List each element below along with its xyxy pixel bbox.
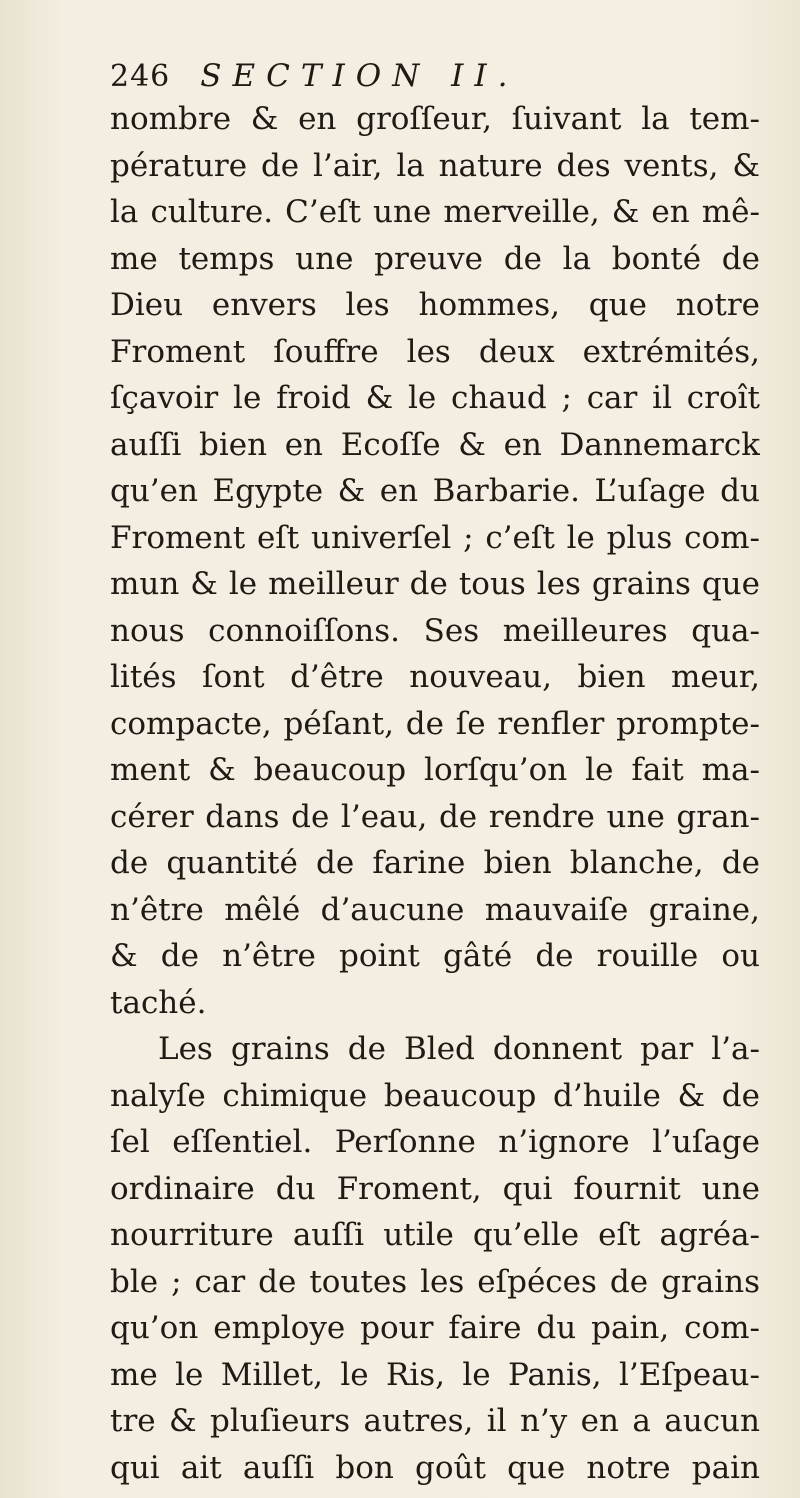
text-line: taché. <box>110 984 207 1021</box>
text-line: & de n’être point gâté de rouille ou <box>110 938 760 974</box>
running-title: SECTION II. <box>200 58 519 94</box>
text-line: ordinaire du Froment, qui fournit une <box>110 1170 760 1207</box>
text-line: ſçavoir le froid & le chaud ; car il croît <box>110 380 760 416</box>
text-line: de quantité de farine bien blanche, de <box>110 845 760 881</box>
text-line: nalyſe chimique beaucoup d’huile & de <box>110 1077 760 1114</box>
text-line: ble ; car de toutes les eſpéces de grains <box>110 1263 760 1300</box>
text-line: nombre & en groſſeur, ſuivant la tem- <box>110 101 760 137</box>
text-line: me temps une preuve de la bonté de <box>110 240 760 277</box>
text-line: nourriture auſſi utile qu’elle eſt agréa- <box>110 1217 760 1253</box>
text-line: cérer dans de l’eau, de rendre une gran- <box>110 798 760 835</box>
text-line: Dieu envers les hommes, que notre <box>110 287 760 323</box>
text-line: nous connoiſſons. Ses meilleures qua- <box>110 612 760 649</box>
text-line: Froment eſt univerſel ; c’eſt le plus com- <box>110 519 760 556</box>
text-line: qu’on employe pour faire du pain, com- <box>110 1310 760 1346</box>
text-line: qu’en Egypte & en Barbarie. L’uſage du <box>110 473 760 509</box>
text-line: lités ſont d’être nouveau, bien meur, <box>110 659 760 695</box>
text-line: me le Millet, le Ris, le Panis, l’Eſpeau- <box>110 1356 760 1393</box>
text-line: la culture. C’eſt une merveille, & en mê- <box>110 194 760 230</box>
text-line: pérature de l’air, la nature des vents, & <box>110 147 760 184</box>
text-line: mun & le meilleur de tous les grains que <box>110 566 760 602</box>
text-line: compacte, péſant, de ſe renfler prompte- <box>110 705 760 742</box>
paragraph-start-line: Les grains de Bled donnent par l’a- <box>158 1031 760 1067</box>
text-line: ment & beaucoup lorſqu’on le fait ma- <box>110 752 760 788</box>
text-line: Froment ſouffre les deux extrémités, <box>110 333 760 370</box>
text-line: ſel eſſentiel. Perſonne n’ignore l’uſage <box>110 1124 760 1160</box>
text-line: tre & pluſieurs autres, il n’y en a aucun <box>110 1403 760 1439</box>
text-line: qui ait auſſi bon goût que notre pain <box>110 1449 760 1486</box>
page-number: 246 <box>110 59 171 94</box>
text-line: auſſi bien en Ecoſſe & en Dannemarck <box>110 426 760 463</box>
body-text <box>110 96 760 1491</box>
text-line: n’être mêlé d’aucune mauvaiſe graine, <box>110 891 760 928</box>
